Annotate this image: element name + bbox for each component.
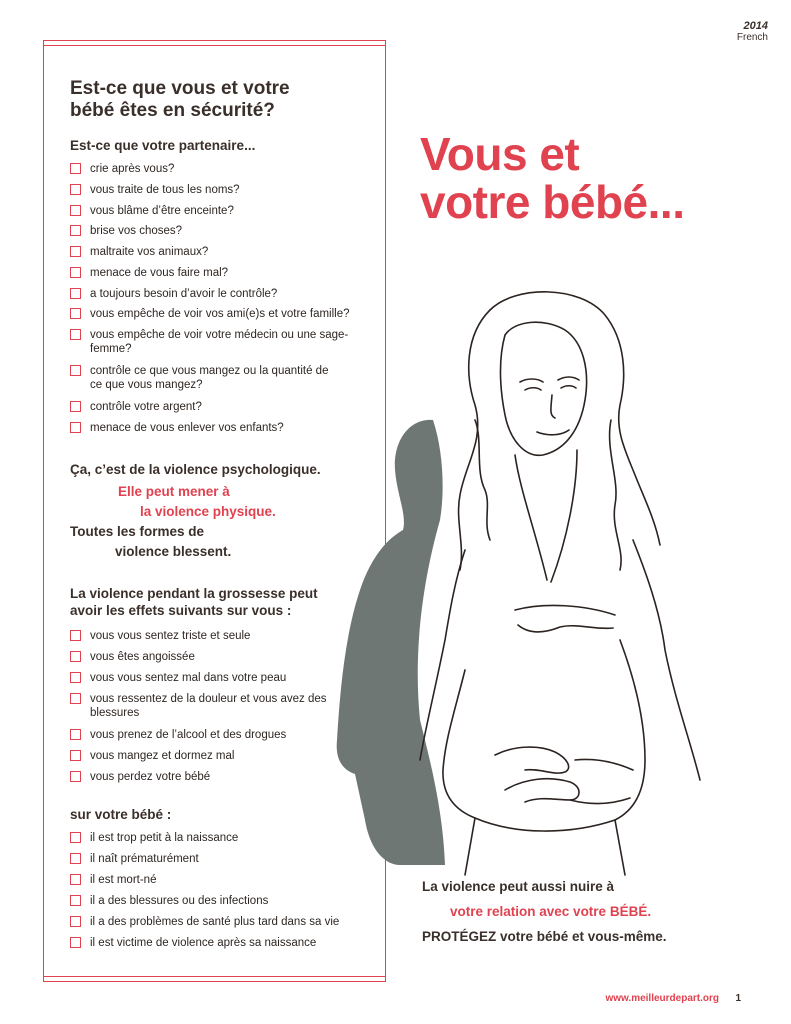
checkbox-icon[interactable] [70, 365, 81, 376]
shadow-figure [337, 420, 445, 865]
message-line-1: Ça, c’est de la violence psychologique. [70, 462, 321, 477]
checklist-item: vous perdez votre bébé [70, 770, 375, 791]
checkbox-icon[interactable] [70, 853, 81, 864]
checklist-item: menace de vous enlever vos enfants? [70, 421, 375, 442]
page-number: 1 [735, 993, 741, 1004]
checklist-item: vous traite de tous les noms? [70, 183, 375, 204]
checklist-item: vous blâme d’être enceinte? [70, 204, 375, 224]
checklist-item: vous empêche de voir votre médecin ou une sage-femme? [70, 328, 360, 364]
footer-url[interactable]: www.meilleurdepart.org [605, 993, 719, 1004]
headline: Vous et votre bébé... [420, 128, 685, 228]
checklist-item: il naît prématurément [70, 852, 375, 873]
woman-line-art [420, 292, 700, 875]
checkbox-icon[interactable] [70, 288, 81, 299]
document-meta [737, 20, 768, 43]
checkbox-icon[interactable] [70, 916, 81, 927]
document-year: 2014 [743, 20, 768, 32]
checklist-item: vous vous sentez triste et seule [70, 629, 375, 650]
checkbox-icon[interactable] [70, 672, 81, 683]
checklist-item: il est trop petit à la naissance [70, 831, 375, 852]
checkbox-icon[interactable] [70, 184, 81, 195]
checkbox-icon[interactable] [70, 163, 81, 174]
message-line-4: Toutes les formes de [70, 524, 205, 539]
checkbox-icon[interactable] [70, 651, 81, 662]
message-line-5: violence blessent. [115, 544, 232, 559]
checklist-item: il a des problèmes de santé plus tard dans sa vie [70, 915, 375, 936]
checklist-item: vous ressentez de la douleur et vous avez des blessures [70, 692, 350, 728]
checkbox-icon[interactable] [70, 937, 81, 948]
checkbox-icon[interactable] [70, 329, 81, 340]
pregnant-woman-illustration [315, 290, 765, 880]
checklist-item: contrôle ce que vous mangez ou la quantité de ce que vous mangez? [70, 364, 330, 400]
checkbox-icon[interactable] [70, 308, 81, 319]
checkbox-icon[interactable] [70, 205, 81, 216]
bottom-message-line-1: La violence peut aussi nuire à [422, 879, 615, 894]
checklist-item: a toujours besoin d’avoir le contrôle? [70, 287, 375, 307]
checkbox-icon[interactable] [70, 267, 81, 278]
checkbox-icon[interactable] [70, 225, 81, 236]
message-line-3: la violence physique. [140, 504, 276, 519]
partner-heading: Est-ce que votre partenaire... [70, 138, 256, 153]
checklist-item: maltraite vos animaux? [70, 245, 375, 266]
checkbox-icon[interactable] [70, 832, 81, 843]
checklist-item: il a des blessures ou des infections [70, 894, 375, 915]
checklist-item: menace de vous faire mal? [70, 266, 375, 287]
checklist-item: vous vous sentez mal dans votre peau [70, 671, 375, 692]
effects-baby-heading: sur votre bébé : [70, 807, 172, 822]
checkbox-icon[interactable] [70, 422, 81, 433]
effects-you-heading: La violence pendant la grossesse peut avoir les effets suivants sur vous : [70, 586, 318, 618]
document-language: French [736, 32, 768, 43]
checklist-item: vous êtes angoissée [70, 650, 375, 671]
checklist-item: contrôle votre argent? [70, 400, 375, 421]
checkbox-icon[interactable] [70, 771, 81, 782]
checkbox-icon[interactable] [70, 630, 81, 641]
checklist-item: brise vos choses? [70, 224, 375, 245]
checkbox-icon[interactable] [70, 401, 81, 412]
checkbox-icon[interactable] [70, 895, 81, 906]
checkbox-icon[interactable] [70, 246, 81, 257]
checklist-item: il est mort-né [70, 873, 375, 894]
checkbox-icon[interactable] [70, 750, 81, 761]
message-line-2: Elle peut mener à [118, 484, 230, 499]
bottom-message-line-3: PROTÉGEZ votre bébé et vous-même. [422, 929, 667, 944]
checkbox-icon[interactable] [70, 729, 81, 740]
checkbox-icon[interactable] [70, 693, 81, 704]
checklist-item: vous empêche de voir vos ami(e)s et votre famille? [70, 307, 375, 328]
checklist-item: crie après vous? [70, 162, 375, 183]
checkbox-icon[interactable] [70, 874, 81, 885]
checklist-item: vous prenez de l’alcool et des drogues [70, 728, 375, 749]
bottom-message-line-2: votre relation avec votre BÉBÉ. [450, 904, 652, 919]
checklist-item: vous mangez et dormez mal [70, 749, 375, 770]
checklist-item: il est victime de violence après sa naissance [70, 936, 375, 957]
panel-title: Est-ce que vous et votre bébé êtes en sécurité? [70, 78, 290, 121]
